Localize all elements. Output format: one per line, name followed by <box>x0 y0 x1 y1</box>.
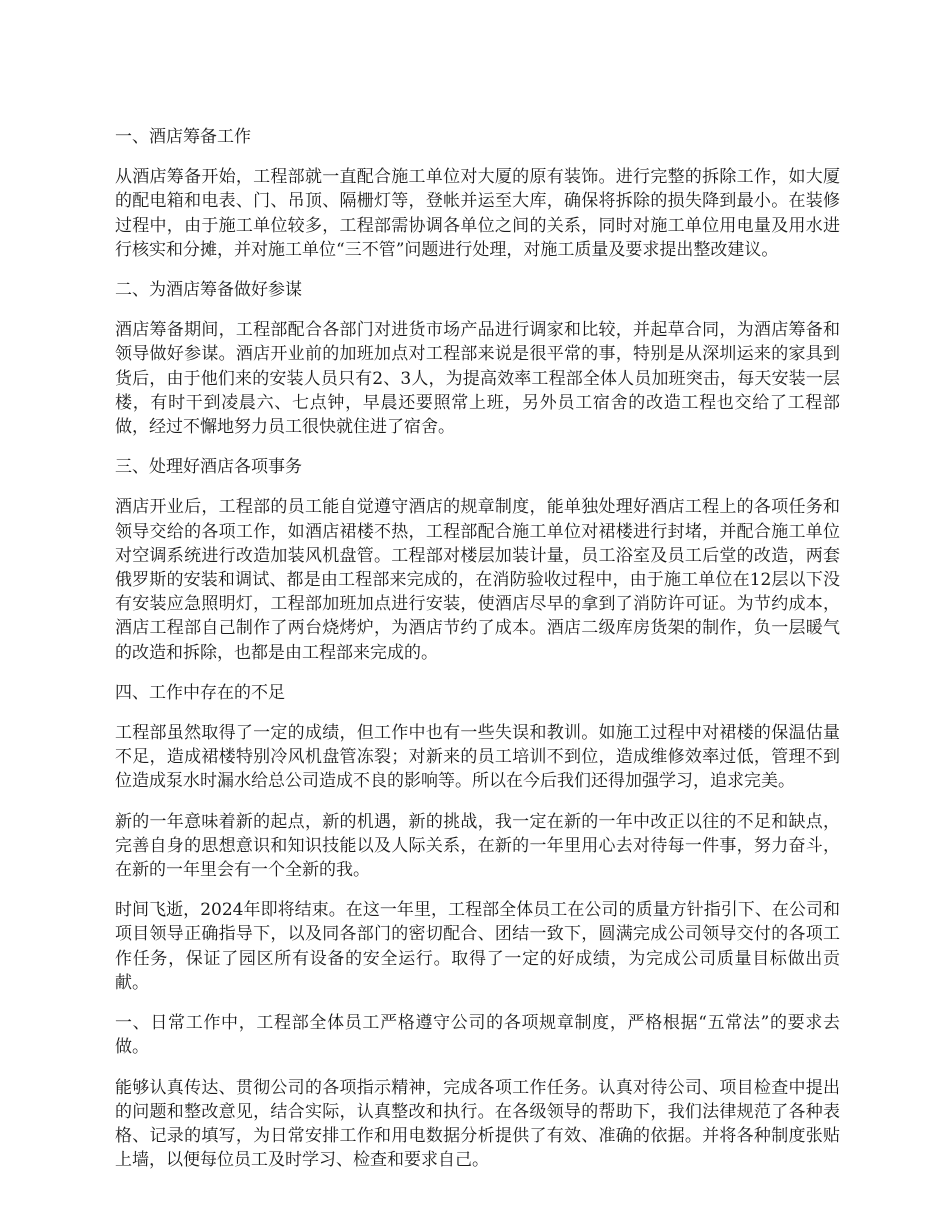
paragraph-3: 酒店开业后，工程部的员工能自觉遵守酒店的规章制度，能单独处理好酒店工程上的各项任务和领导交给的各项工作，如酒店裙楼不热，工程部配合施工单位对裙楼进行封堵，并配合施工单位对空调系统进行改造加装风机盘管。工程部对楼层加装计量，员工浴室及员工后堂的改造，两套俄罗斯的安装和调试、都是由工程部来完成的，在消防验收过程中，由于施工单位在12层以下没有安装应急照明灯，工程部加班加点进行安装，使酒店尽早的拿到了消防许可证。为节约成本，酒店工程部自己制作了两台烧烤炉，为酒店节约了成本。酒店二级库房货架的制作，负一层暖气的改造和拆除，也都是由工程部来完成的。 <box>115 497 840 663</box>
document-page <box>115 125 840 1188</box>
section-heading-1: 一、酒店筹备工作 <box>115 127 251 147</box>
paragraph-1: 从酒店筹备开始，工程部就一直配合施工单位对大厦的原有装饰。进行完整的拆除工作，如大厦的配电箱和电表、门、吊顶、隔栅灯等，登帐并运至大库，确保将拆除的损失降到最小。在装修过程中，由于施工单位较多，工程部需协调各单位之间的关系，同时对施工单位用电量及用水进行核实和分摊，并对施工单位“三不管”问题进行处理，对施工质量及要求提出整改建议。 <box>115 167 840 260</box>
paragraph-5: 新的一年意味着新的起点，新的机遇，新的挑战，我一定在新的一年中改正以往的不足和缺点，完善自身的思想意识和知识技能以及人际关系，在新的一年里用心去对待每一件事，努力奋斗，在新的一年里会有一个全新的我。 <box>115 811 840 881</box>
paragraph-2: 酒店筹备期间，工程部配合各部门对进货市场产品进行调家和比较，并起草合同，为酒店筹备和领导做好参谋。酒店开业前的加班加点对工程部来说是很平常的事，特别是从深圳运来的家具到货后，由于他们来的安装人员只有2、3人，为提高效率工程部全体人员加班突击，每天安装一层楼，有时干到凌晨六、七点钟，早晨还要照常上班，另外员工宿舍的改造工程也交给了工程部做，经过不懈地努力员工很快就住进了宿舍。 <box>115 320 840 438</box>
paragraph-6: 时间飞逝，2024年即将结束。在这一年里，工程部全体员工在公司的质量方针指引下、在公司和项目领导正确指导下，以及同各部门的密切配合、团结一致下，圆满完成公司领导交付的各项工作任务，保证了园区所有设备的安全运行。取得了一定的好成绩，为完成公司质量目标做出贡献。 <box>115 900 840 993</box>
paragraph-7: 一、日常工作中，工程部全体员工严格遵守公司的各项规章制度，严格根据“五常法”的要求去做。 <box>115 1013 840 1058</box>
paragraph-4: 工程部虽然取得了一定的成绩，但工作中也有一些失误和教训。如施工过程中对裙楼的保温估量不足，造成裙楼特别冷风机盘管冻裂；对新来的员工培训不到位，造成维修效率过低，管理不到位造成泵水时漏水给总公司造成不良的影响等。所以在今后我们还得加强学习，追求完美。 <box>115 723 840 792</box>
paragraph-8: 能够认真传达、贯彻公司的各项指示精神，完成各项工作任务。认真对待公司、项目检查中提出的问题和整改意见，结合实际，认真整改和执行。在各级领导的帮助下，我们法律规范了各种表格、记录的填写，为日常安排工作和用电数据分析提供了有效、准确的依据。并将各种制度张贴上墙，以便每位员工及时学习、检查和要求自己。 <box>115 1077 840 1171</box>
section-heading-4: 四、工作中存在的不足 <box>115 682 285 703</box>
section-heading-2: 二、为酒店筹备做好参谋 <box>115 280 302 301</box>
section-heading-3: 三、处理好酒店各项事务 <box>115 457 302 478</box>
